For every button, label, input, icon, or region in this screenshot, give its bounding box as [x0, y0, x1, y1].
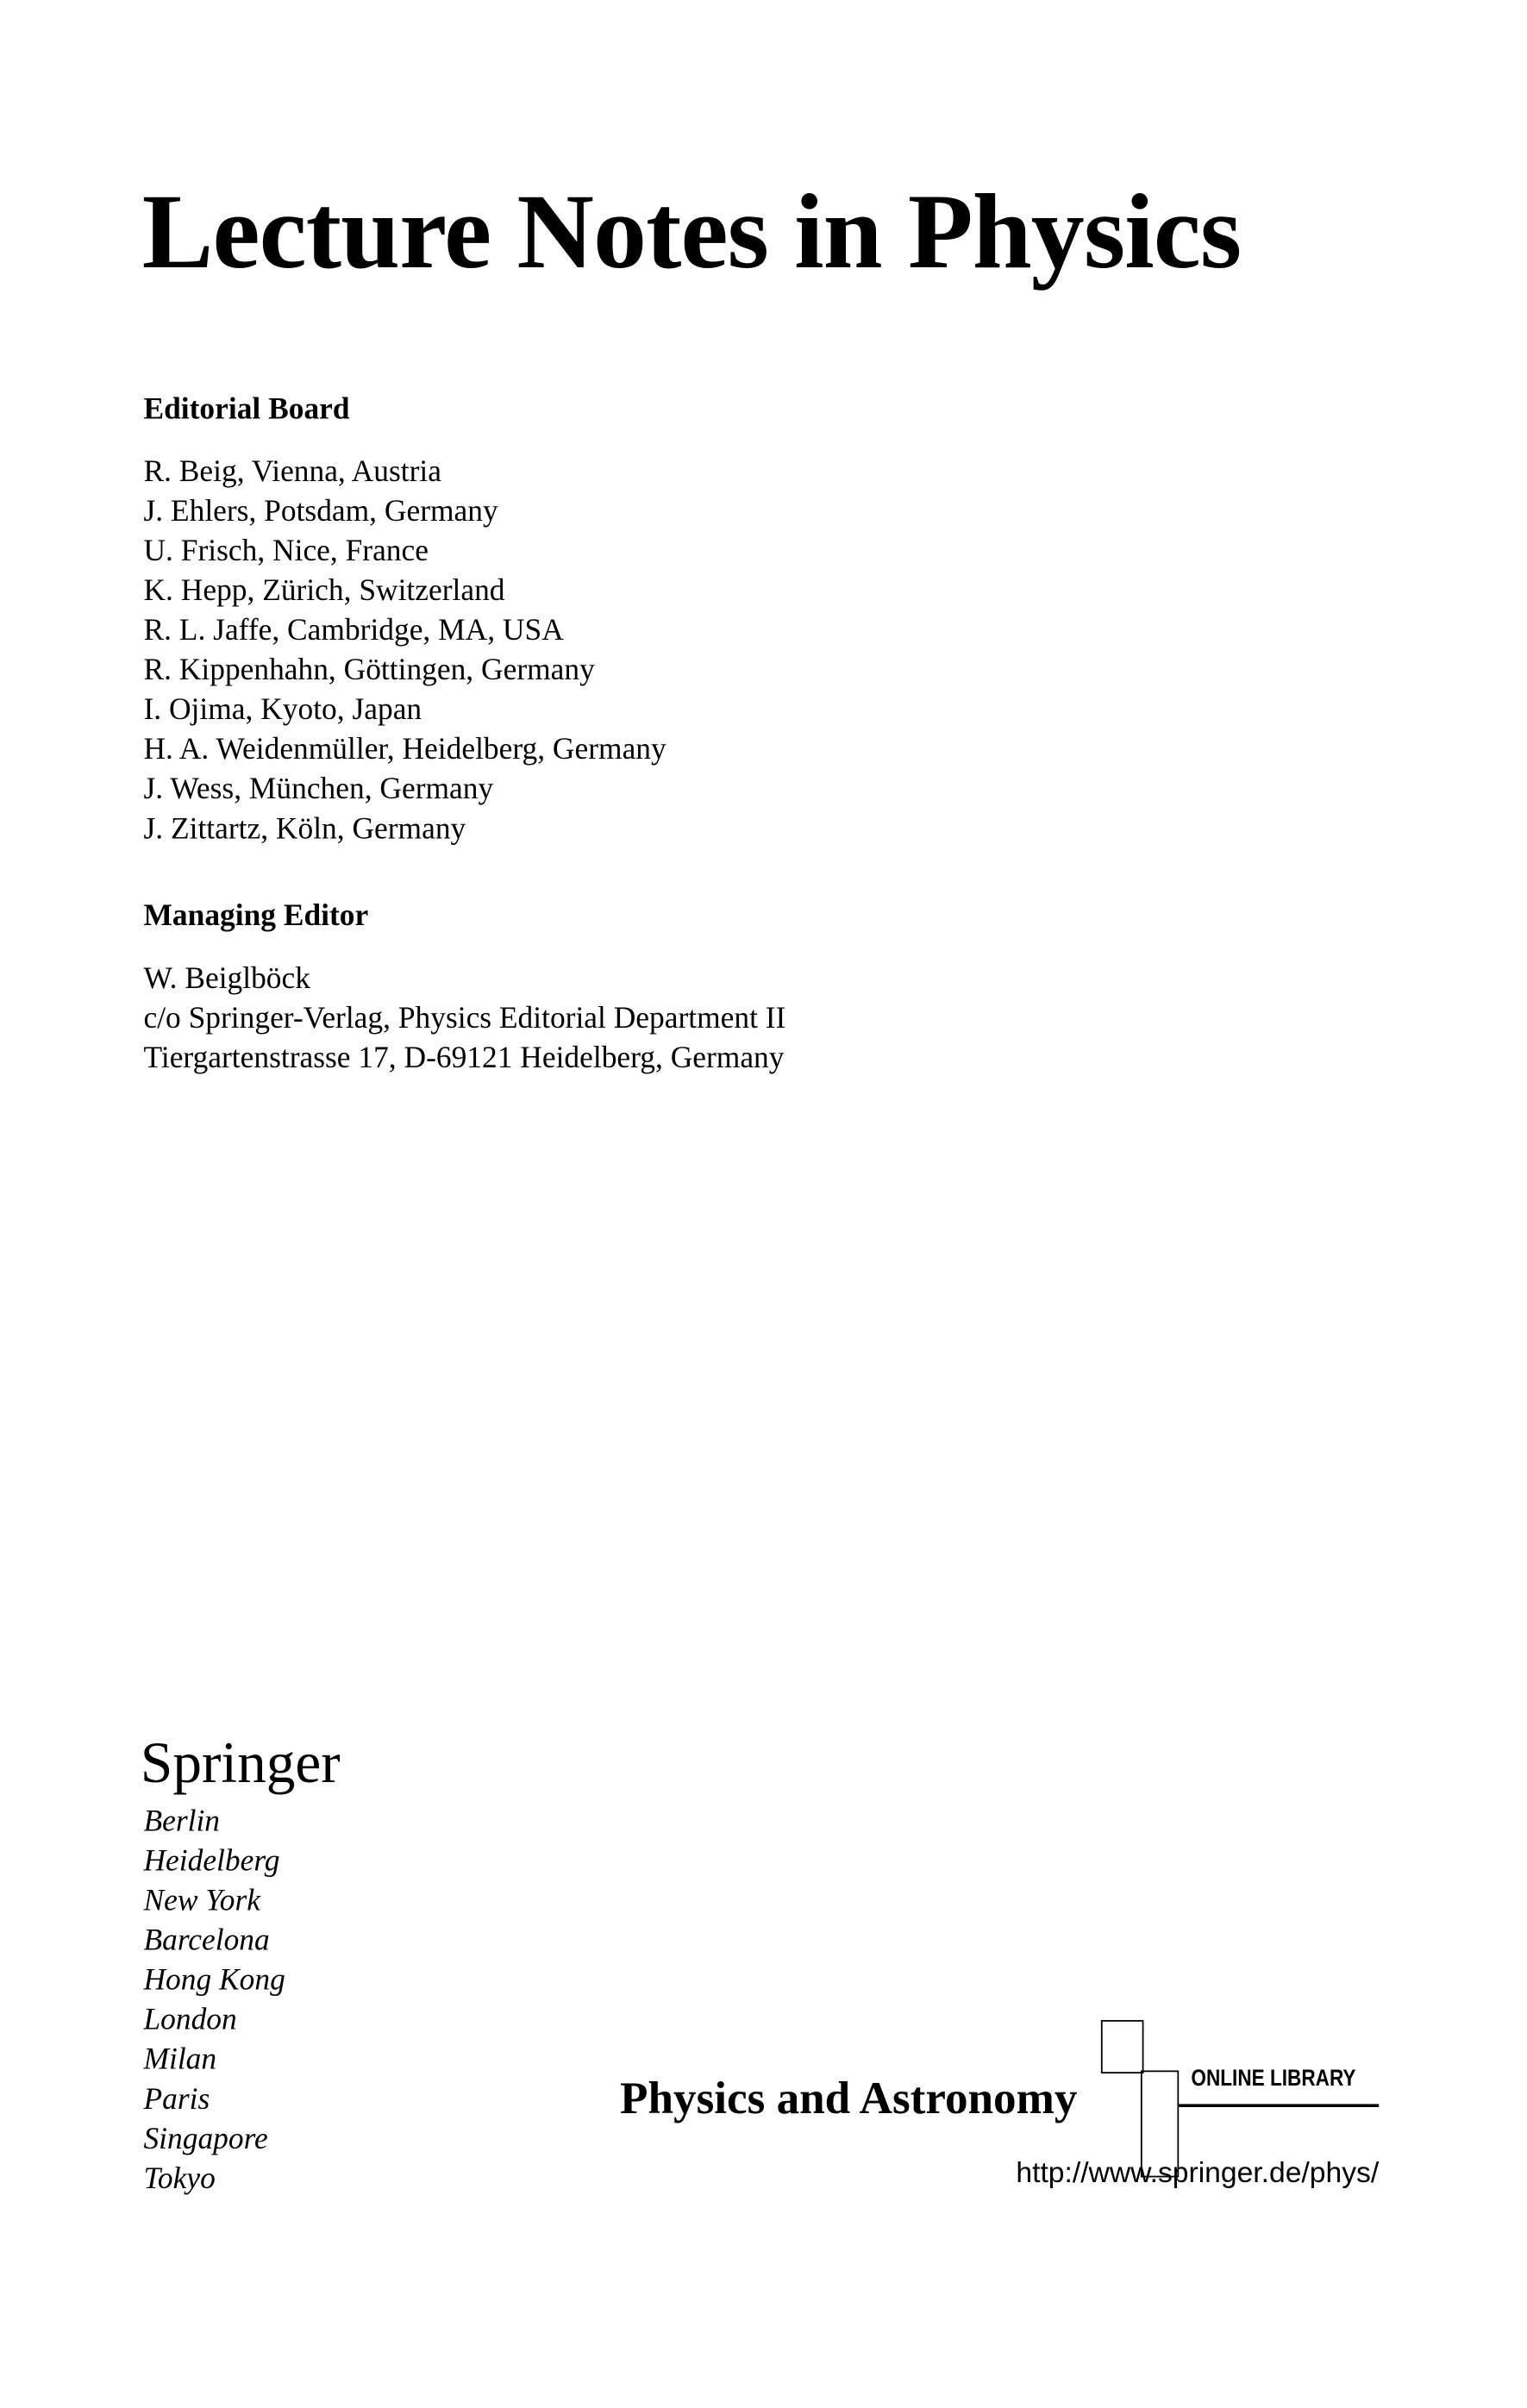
board-member: J. Zittartz, Köln, Germany	[143, 812, 466, 847]
editorial-board-list	[143, 452, 666, 848]
city: Barcelona	[143, 1923, 270, 1958]
city: New York	[143, 1884, 260, 1918]
board-member: R. Beig, Vienna, Austria	[143, 454, 441, 489]
board-member: R. L. Jaffe, Cambridge, MA, USA	[143, 613, 564, 647]
board-member: I. Ojima, Kyoto, Japan	[143, 693, 422, 727]
city: London	[143, 2003, 237, 2037]
city: Milan	[143, 2042, 217, 2077]
city: Hong Kong	[143, 1963, 285, 1998]
board-member: R. Kippenhahn, Göttingen, Germany	[143, 653, 595, 687]
board-member: H. A. Weidenmüller, Heidelberg, Germany	[143, 733, 666, 767]
physics-astronomy-label: Physics and Astronomy	[620, 2073, 1078, 2124]
board-member: U. Frisch, Nice, France	[143, 534, 429, 568]
series-title: Lecture Notes in Physics	[141, 173, 1242, 292]
board-member: K. Hepp, Zürich, Switzerland	[143, 573, 505, 608]
board-member: J. Wess, München, Germany	[143, 772, 494, 807]
online-library-badge: ONLINE LIBRARY	[1191, 2066, 1356, 2092]
board-member: J. Ehlers, Potsdam, Germany	[143, 494, 498, 529]
address-line: W. Beiglböck	[143, 961, 310, 996]
editorial-board-heading: Editorial Board	[143, 392, 350, 427]
publisher-name: Springer	[140, 1731, 341, 1796]
address-line: Tiergartenstrasse 17, D-69121 Heidelberg, Germany	[143, 1041, 785, 1075]
managing-editor-heading: Managing Editor	[143, 899, 369, 934]
website-url[interactable]: http://www.springer.de/phys/	[1016, 2157, 1380, 2190]
publisher-cities	[143, 1802, 285, 2198]
city: Tokyo	[143, 2161, 216, 2196]
city: Berlin	[143, 1804, 221, 1839]
address-line: c/o Springer-Verlag, Physics Editorial Department II	[143, 1001, 786, 1035]
city: Heidelberg	[143, 1844, 280, 1879]
city: Singapore	[143, 2122, 268, 2156]
managing-editor-address	[143, 959, 785, 1078]
city: Paris	[143, 2082, 210, 2117]
